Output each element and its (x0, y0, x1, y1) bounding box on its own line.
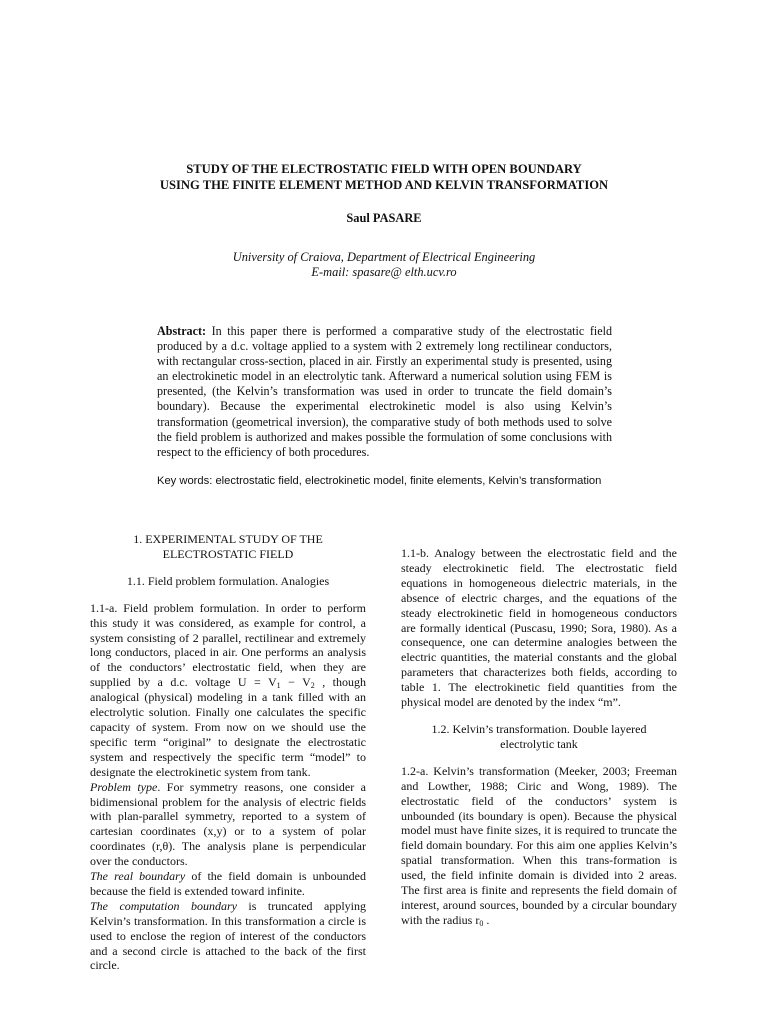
left-column (90, 532, 366, 973)
paragraph-problem-type (90, 780, 366, 869)
paragraph-real-boundary (90, 869, 366, 899)
voltage-formula (238, 675, 315, 689)
paragraph-analogy: 1.1-b. Analogy between the electrostatic field and the steady electrokinetic field. The electrostatic field equations in homogeneous dielectric materials, in the absence of electric charges, and the equations of the steady electrokinetic field in homogeneous conductors are formally identical (Puscasu, 1990; Sora, 1980). As a consequence, one can determine analogies between the electric quantities, the material constants and the global parameters that characterizes both fields, according to table 1. The electrokinetic field quantities from the physical model are denoted by the index “m”. (401, 546, 677, 710)
real-boundary-text: of the field domain is unbounded because the field is extended toward infinite. (90, 869, 366, 898)
section-heading-line-2: ELECTROSTATIC FIELD (162, 546, 294, 561)
voltage-subscript-2: 2 (310, 681, 315, 691)
kelvin-text-end: . (483, 912, 490, 927)
section-heading (90, 532, 366, 562)
voltage-minus: − V (280, 675, 311, 690)
kelvin-text: 1.2-a. Kelvin’s transformation (Meeker, 2003; Freeman and Lowther, 1988; Ciric and Wong, 1989). The electrostatic field of the conductors’ system is unbounded (its boundary is open). Because the physical model must have finite sizes, it is required to truncate the field domain boundary. For this aim one applies Kelvin’s spatial transformation. When this trans-formation is used, the field infinite domain is divided into 2 areas. The first area is finite and represents the field domain of interest, around sources, bounded by a circular boundary with the radius r (401, 763, 677, 927)
affiliation-block (0, 250, 768, 280)
voltage-subscript-1: 1 (276, 681, 281, 691)
subsection-heading-1-2 (401, 722, 677, 752)
paragraph-text-cont: , though analogical (physical) modeling in a tank filled with an electrolytic solution. Finally one calculates the specific capacity of system. From now on we should use the specific term “original” to designate the electrostatic system and respectively the specific term “model” to designate the electrokinetic system from tank. (90, 675, 366, 779)
radius-subscript: 0 (479, 918, 484, 928)
subsection-heading-1-1: 1.1. Field problem formulation. Analogies (126, 573, 330, 588)
affiliation: University of Craiova, Department of Electrical Engineering (232, 250, 536, 264)
problem-type-label: Problem type (90, 779, 158, 794)
keywords: Key words: electrostatic field, electrokinetic model, finite elements, Kelvin’s transformation (157, 475, 602, 487)
paragraph-text: 1.1-a. Field problem formulation. In order to perform this study it was considered, as example for control, a system consisting of 2 parallel, rectilinear and extremely long conductors, placed in air. One performs an analysis of the conductors’ electrostatic field, when they are supplied by a d.c. voltage (90, 600, 366, 690)
author-email: E-mail: spasare@ elth.ucv.ro (311, 265, 457, 279)
paper-title (90, 162, 678, 193)
title-line-2: USING THE FINITE ELEMENT METHOD AND KELVIN TRANSFORMATION (159, 177, 609, 192)
computation-boundary-label: The computation boundary (90, 898, 237, 913)
abstract (157, 324, 612, 460)
title-line-1: STUDY OF THE ELECTROSTATIC FIELD WITH OPEN BOUNDARY (186, 162, 582, 176)
abstract-label: Abstract: (157, 324, 207, 338)
problem-type-text: . For symmetry reasons, one consider a bidimensional problem for the analysis of electric fields with plan-parallel symmetry, reported to a system of cartesian coordinates (x,y) or to a system of polar coordinates (r,θ). The analysis plane is perpendicular over the conductors. (90, 779, 366, 869)
paragraph-kelvin (401, 764, 677, 928)
voltage-u: U = V (237, 675, 277, 690)
subsection-heading-line-1: 1.2. Kelvin’s transformation. Double layered (431, 721, 647, 736)
right-column (401, 546, 677, 928)
paragraph-problem-formulation (90, 601, 366, 780)
computation-boundary-text: is truncated applying Kelvin’s transformation. In this transformation a circle is used to enclose the region of interest of the conductors and a second circle is attached to the back of the first circle. (90, 898, 366, 973)
subsection-heading-line-2: electrolytic tank (500, 736, 578, 751)
author-name: Saul PASARE (346, 211, 422, 225)
real-boundary-label: The real boundary (90, 869, 186, 884)
paragraph-computation-boundary (90, 899, 366, 974)
section-heading-line-1: 1. EXPERIMENTAL STUDY OF THE (133, 532, 323, 546)
abstract-text: In this paper there is performed a comparative study of the electrostatic field produced by a d.c. voltage applied to a system with 2 extremely long rectilinear conductors, with rectangular cross-section, placed in air. Firstly an experimental study is presented, using an electrokinetic model in an electrolytic tank. Afterward a numerical solution using FEM is presented, (the Kelvin’s transformation was used in order to truncate the field domain’s boundary). Because the experimental electrokinetic model is also using Kelvin’s transformation (geometrical inversion), the comparative study of both methods used to solve the field problem is authorized and makes possible the formulation of some conclusions with respect to the efficiency of both procedures. (157, 324, 612, 459)
